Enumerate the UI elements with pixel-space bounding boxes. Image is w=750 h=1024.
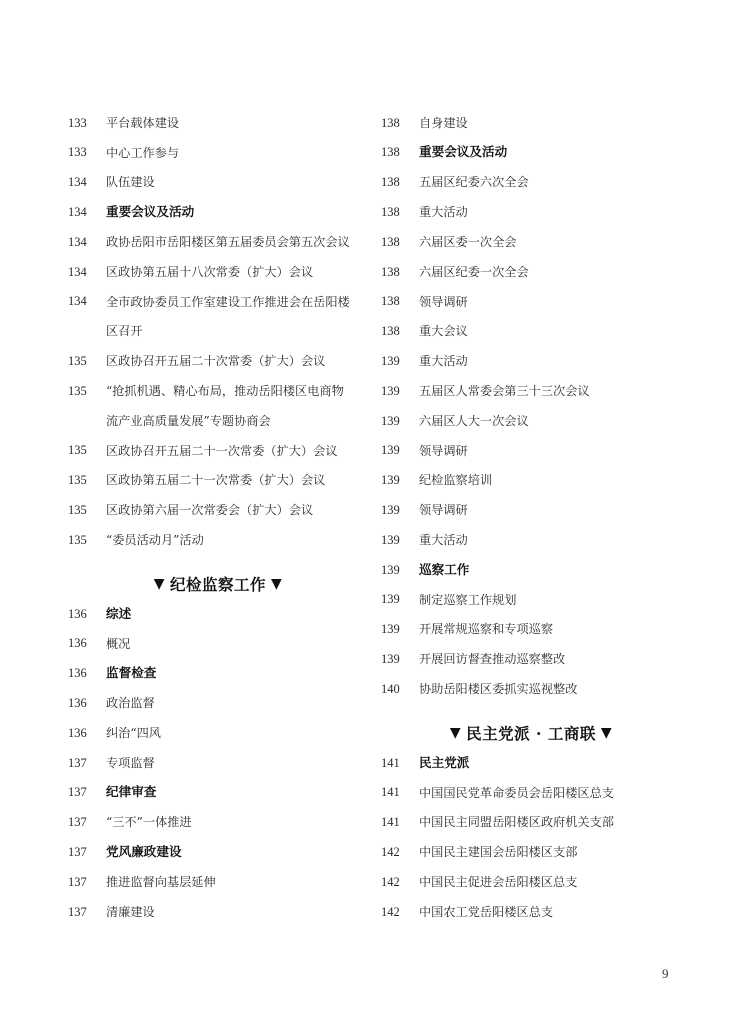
triangle-down-icon: ▼ <box>271 575 283 592</box>
toc-entry-heading: 民主党派 <box>419 754 470 770</box>
toc-entry-title: 重大会议 <box>419 324 468 339</box>
toc-entry <box>68 778 368 808</box>
toc-entry-title: 六届区纪委一次全会 <box>419 264 529 279</box>
toc-entry-page: 142 <box>381 874 400 889</box>
toc-entry <box>68 659 368 689</box>
toc-entry <box>381 837 681 867</box>
toc-entry-page: 138 <box>381 234 400 249</box>
toc-entry <box>381 748 681 778</box>
triangle-down-icon: ▼ <box>600 724 613 741</box>
toc-entry <box>381 674 681 704</box>
toc-entry <box>68 837 368 867</box>
toc-entry-page: 139 <box>381 503 400 517</box>
toc-entry-page: 138 <box>381 324 400 339</box>
toc-entry <box>68 629 368 659</box>
toc-entry <box>381 257 681 287</box>
toc-entry-page: 139 <box>381 562 400 577</box>
toc-entry <box>381 555 681 585</box>
toc-entry-page: 136 <box>68 725 87 740</box>
toc-entry <box>68 897 368 927</box>
toc-entry-title: 纠治“四风 <box>106 725 161 740</box>
toc-entry-page: 135 <box>68 354 87 369</box>
toc-entry-page: 139 <box>381 383 400 398</box>
toc-entry-title: “抢抓机遇、精心布局，推动岳阳楼区电商物 <box>106 383 344 398</box>
toc-entry <box>68 748 368 778</box>
toc-entry <box>381 644 681 674</box>
toc-entry-page: 138 <box>381 115 400 130</box>
spacer <box>68 555 368 569</box>
toc-left-list-a <box>68 108 368 555</box>
toc-entry-page: 142 <box>381 904 400 919</box>
toc-entry-title: 制定巡察工作规划 <box>419 592 517 607</box>
toc-entry-title: 中国民主建国会岳阳楼区支部 <box>419 845 578 860</box>
toc-entry-title: 区政协第五届二十一次常委（扩大）会议 <box>106 473 326 488</box>
toc-entry <box>68 287 368 317</box>
toc-entry-title: 清廉建设 <box>106 904 155 919</box>
toc-entry <box>68 525 368 555</box>
toc-entry <box>68 436 368 466</box>
toc-entry-page: 134 <box>68 234 87 249</box>
toc-entry-title: 协助岳阳楼区委抓实巡视整改 <box>419 681 578 696</box>
toc-entry <box>68 197 368 227</box>
toc-entry <box>68 108 368 138</box>
toc-entry-title: 区政协召开五届二十次常委（扩大）会议 <box>106 354 326 369</box>
toc-entry-page: 140 <box>381 681 400 696</box>
section-heading-discipline-inspection <box>68 569 368 599</box>
toc-right-list-b <box>381 748 681 927</box>
toc-entry-title: 重大活动 <box>419 205 468 220</box>
toc-entry-page: 135 <box>68 532 87 547</box>
toc-entry <box>381 346 681 376</box>
toc-entry <box>68 346 368 376</box>
toc-entry-page: 137 <box>68 904 87 919</box>
toc-entry-title: 纪检监察培训 <box>419 473 493 488</box>
toc-entry-title: 区政协第五届十八次常委（扩大）会议 <box>106 264 314 279</box>
toc-entry-page: 137 <box>68 815 87 830</box>
toc-entry <box>381 376 681 406</box>
toc-entry-title: 重大活动 <box>419 532 468 547</box>
toc-entry-title: 区政协第六届一次常委会（扩大）会议 <box>106 503 314 518</box>
toc-entry-page: 138 <box>381 294 400 309</box>
toc-entry-title: “委员活动月”活动 <box>106 532 204 547</box>
toc-entry-page: 139 <box>381 651 400 666</box>
toc-entry <box>381 406 681 436</box>
toc-entry <box>381 867 681 897</box>
toc-entry <box>68 867 368 897</box>
toc-entry-page: 134 <box>68 175 87 190</box>
toc-entry-title: 五届区纪委六次全会 <box>419 175 529 190</box>
toc-entry-page: 136 <box>68 606 87 621</box>
toc-entry-title: 队伍建设 <box>106 175 155 190</box>
toc-entry-heading: 重要会议及活动 <box>419 144 508 160</box>
toc-entry-page: 137 <box>68 785 87 800</box>
toc-right-list-a <box>381 108 681 704</box>
toc-entry <box>381 585 681 615</box>
toc-entry-page: 138 <box>381 175 400 190</box>
toc-entry-page: 138 <box>381 264 400 279</box>
toc-entry-page: 138 <box>381 145 400 160</box>
toc-entry-heading: 巡察工作 <box>419 561 470 577</box>
toc-entry-page: 139 <box>381 354 400 369</box>
toc-entry-title: 中国民主同盟岳阳楼区政府机关支部 <box>419 815 614 830</box>
toc-entry-title: 推进监督向基层延伸 <box>106 874 216 889</box>
toc-entry-title: 中国民主促进会岳阳楼区总支 <box>419 874 578 889</box>
toc-entry-page: 134 <box>68 205 87 220</box>
toc-entry-page: 141 <box>381 755 400 770</box>
toc-entry <box>68 808 368 838</box>
toc-entry-page: 135 <box>68 383 87 398</box>
toc-entry-page: 133 <box>68 145 87 160</box>
toc-entry-page: 139 <box>381 532 400 547</box>
toc-entry <box>381 138 681 168</box>
toc-entry-title: 中国农工党岳阳楼区总支 <box>419 904 554 919</box>
toc-entry-page: 138 <box>381 205 400 220</box>
toc-entry-page: 139 <box>381 473 400 488</box>
toc-entry-page: 139 <box>381 622 400 637</box>
toc-entry-title: 开展常规巡察和专项巡察 <box>419 622 554 637</box>
toc-entry-heading: 监督检查 <box>106 665 157 681</box>
toc-entry <box>381 808 681 838</box>
toc-entry <box>381 466 681 496</box>
toc-entry <box>381 615 681 645</box>
toc-entry-page: 141 <box>381 785 400 800</box>
toc-entry-title: 领导调研 <box>419 443 468 458</box>
toc-entry <box>381 108 681 138</box>
toc-entry-page: 135 <box>68 443 87 458</box>
triangle-down-icon: ▼ <box>449 724 462 741</box>
toc-entry <box>68 138 368 168</box>
toc-entry-title: 概况 <box>106 636 131 651</box>
toc-entry-title: 开展回访督查推动巡察整改 <box>419 652 566 667</box>
toc-entry <box>381 778 681 808</box>
toc-entry-heading: 重要会议及活动 <box>106 203 195 219</box>
toc-entry <box>68 376 368 406</box>
toc-entry-title: 自身建设 <box>419 115 468 130</box>
toc-entry-page: 133 <box>68 115 87 130</box>
section-heading-text: 民主党派 · 工商联 <box>466 723 596 743</box>
toc-entry-page: 137 <box>68 844 87 859</box>
triangle-down-icon: ▼ <box>153 575 165 592</box>
toc-entry-page: 139 <box>381 413 400 428</box>
toc-entry-page: 134 <box>68 294 87 309</box>
toc-entry-page: 141 <box>381 815 400 830</box>
toc-entry-page: 134 <box>68 264 87 279</box>
toc-entry <box>381 287 681 317</box>
toc-entry-page: 136 <box>68 636 87 651</box>
toc-entry <box>381 197 681 227</box>
toc-entry-page: 139 <box>381 592 400 607</box>
toc-entry-title: 区召开 <box>106 324 143 339</box>
toc-entry-title: 平台载体建设 <box>106 115 180 130</box>
spacer <box>381 704 681 718</box>
toc-entry-title: 政协岳阳市岳阳楼区第五届委员会第五次会议 <box>106 234 350 249</box>
toc-entry-title: 专项监督 <box>106 755 155 770</box>
toc-entry <box>381 317 681 347</box>
toc-entry-page: 137 <box>68 755 87 770</box>
toc-entry-title: 政治监督 <box>106 696 155 711</box>
toc-entry <box>68 599 368 629</box>
toc-entry-title: 领导调研 <box>419 503 468 518</box>
page-number: 9 <box>662 966 669 981</box>
toc-entry-title: 流产业高质量发展”专题协商会 <box>106 413 271 428</box>
section-heading-democratic-parties <box>381 718 681 748</box>
toc-right-column <box>381 108 681 927</box>
toc-entry <box>68 168 368 198</box>
toc-entry <box>68 257 368 287</box>
toc-entry-title: 中国国民党革命委员会岳阳楼区总支 <box>419 785 614 800</box>
toc-entry-heading: 综述 <box>106 605 132 621</box>
toc-entry <box>381 525 681 555</box>
toc-left-column <box>68 108 368 927</box>
toc-entry <box>381 436 681 466</box>
toc-entry <box>68 688 368 718</box>
toc-entry <box>68 718 368 748</box>
toc-entry-title: “三不”一体推进 <box>106 815 192 830</box>
toc-entry-title: 领导调研 <box>419 294 468 309</box>
toc-entry-title: 五届区人常委会第三十三次会议 <box>419 383 590 398</box>
toc-entry-title: 六届区委一次全会 <box>419 234 517 249</box>
toc-entry-heading: 纪律审查 <box>106 784 157 800</box>
toc-entry-page: 136 <box>68 666 87 681</box>
toc-entry <box>381 495 681 525</box>
toc-entry-page: 135 <box>68 473 87 488</box>
toc-entry-page: 137 <box>68 874 87 889</box>
toc-entry-page: 135 <box>68 503 87 517</box>
toc-entry <box>68 495 368 525</box>
section-heading-text: 纪检监察工作 <box>169 574 266 594</box>
toc-entry <box>68 317 368 347</box>
toc-left-list-b <box>68 599 368 927</box>
toc-entry <box>381 168 681 198</box>
toc-entry-page: 136 <box>68 695 87 710</box>
toc-entry-title: 重大活动 <box>419 354 468 369</box>
toc-entry-title: 区政协召开五届二十一次常委（扩大）会议 <box>106 443 338 458</box>
toc-entry-title: 中心工作参与 <box>106 145 180 160</box>
toc-entry <box>68 227 368 257</box>
toc-entry <box>381 897 681 927</box>
toc-entry <box>68 406 368 436</box>
toc-entry <box>381 227 681 257</box>
toc-entry-title: 六届区人大一次会议 <box>419 413 529 428</box>
toc-entry-heading: 党风廉政建设 <box>106 843 182 859</box>
toc-entry-page: 139 <box>381 443 400 458</box>
toc-entry <box>68 466 368 496</box>
toc-entry-title: 全市政协委员工作室建设工作推进会在岳阳楼 <box>106 294 350 309</box>
toc-entry-page: 142 <box>381 844 400 859</box>
